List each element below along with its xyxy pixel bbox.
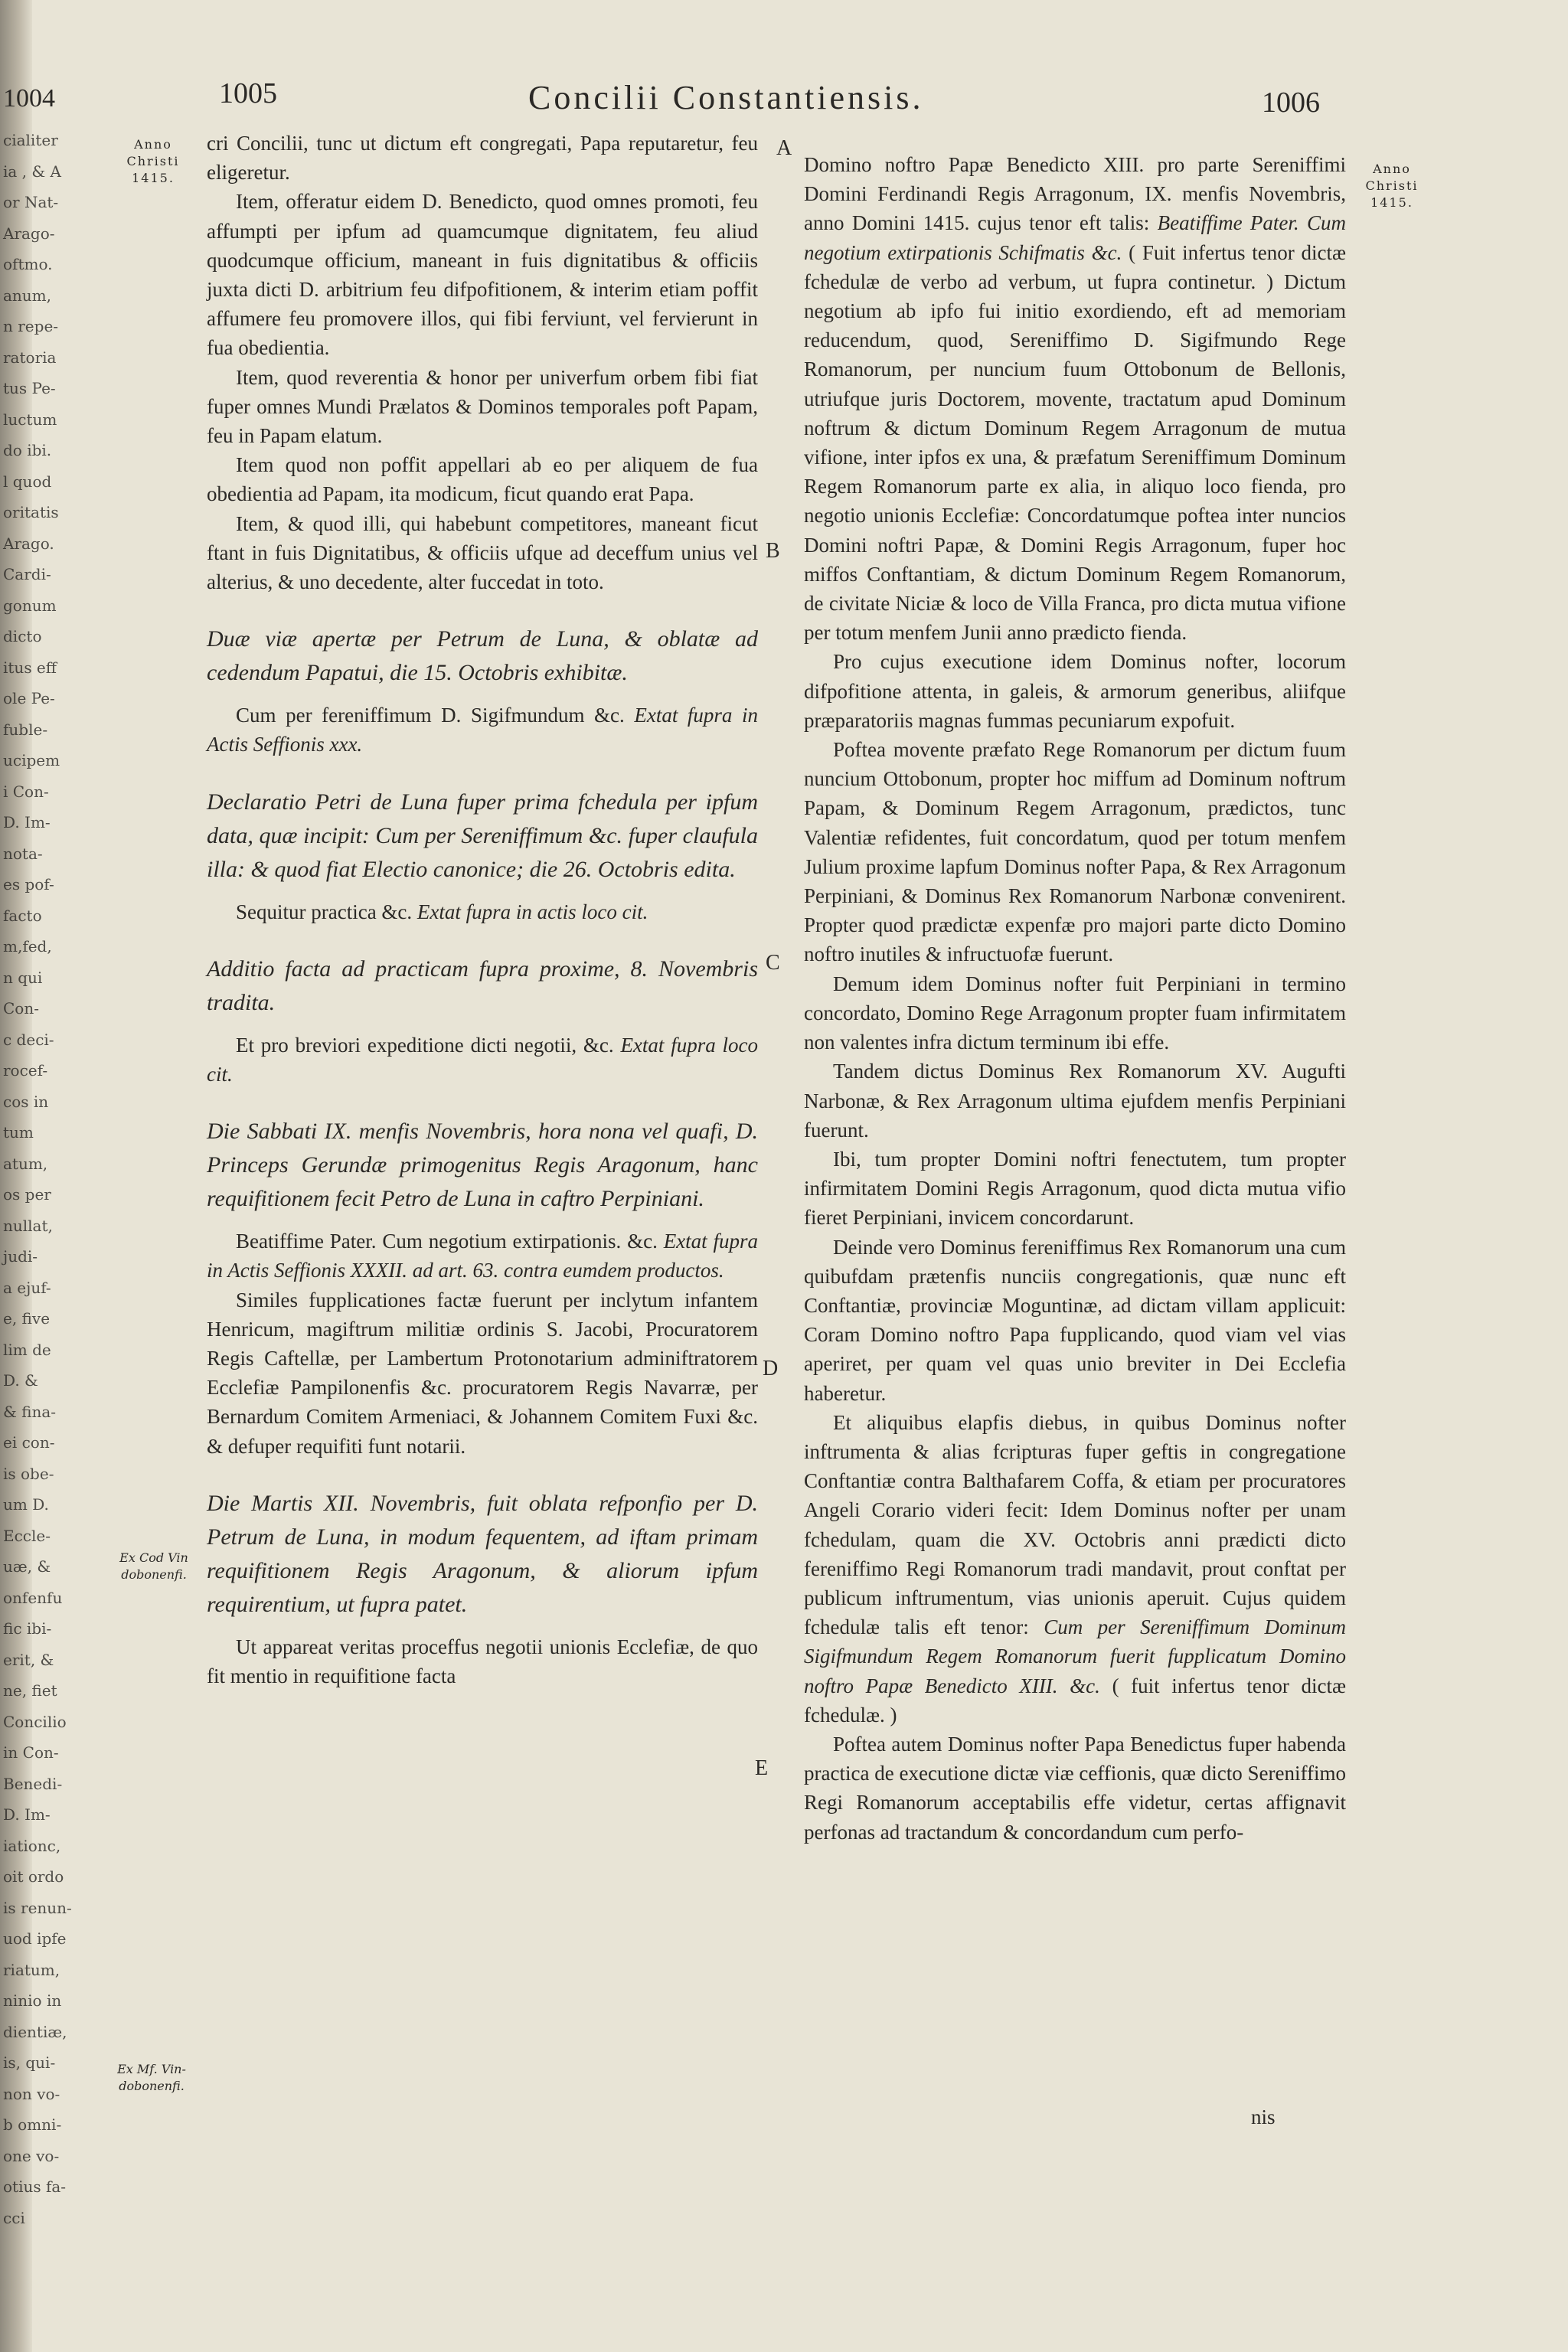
previous-page-line: gonum: [3, 596, 57, 615]
right-para-8: [804, 1408, 1346, 1730]
section-letter-a: A: [776, 136, 792, 160]
previous-page-line: nullat,: [3, 1216, 53, 1235]
previous-page-line: es pof-: [3, 875, 54, 893]
anno-christi-left: [115, 136, 191, 187]
right-para-9: Poftea autem Dominus nofter Papa Benedictus fuper habenda practica de executione dictæ viæ ceffionis, quæ dicto Sereniffimo Regi Romanorum acceptabilis effe videtur, certas affignavit perfonas ad tractandum & concordandum cum perfo-: [804, 1732, 1346, 1844]
section-letter-c: C: [766, 951, 780, 975]
left-para-3: Item, quod reverentia & honor per univerfum orbem fibi fiat fuper omnes Mundi Prælatos & Dominos temporales poft Papam, feu in Papam elatum.: [207, 365, 758, 448]
previous-page-line: Benedi-: [3, 1774, 63, 1793]
left-heading-5: Die Martis XII. Novembris, fuit oblata refponfio per D. Petrum de Luna, in modum fequentem, ad iftam primam requifitionem Regis Aragonum, & aliorum ipfum requirentium, ut fupra patet.: [207, 1490, 758, 1617]
previous-page-line: non vo-: [3, 2084, 60, 2103]
previous-page-line: ei con-: [3, 1433, 55, 1452]
previous-page-line: uæ, &: [3, 1557, 51, 1576]
previous-page-line: Arago-: [3, 224, 55, 243]
previous-page-line: fuble-: [3, 720, 48, 739]
left-para-6: [207, 701, 758, 759]
left-para-10: Similes fupplicationes factæ fuerunt per inclytum infantem Henricum, magiftrum militiæ ordinis S. Jacobi, Procuratorem Regis Caftellæ, per Lambertum Protonotarium adminiftratorem Ecclefiæ Pampilonenfis &c. procuratorem Regis Navarræ, per Bernardum Comitem Armeniaci, & Johannem Comitem Fuxi &c. & defuper requifiti funt notarii.: [207, 1288, 758, 1458]
previous-page-line: ucipem: [3, 751, 60, 769]
previous-page-line: ratoria: [3, 348, 57, 367]
previous-page-line: oftmo.: [3, 255, 53, 273]
left-page-number: 1005: [219, 77, 277, 109]
previous-page-line: is, qui-: [3, 2053, 56, 2072]
previous-page-line: rocef-: [3, 1061, 48, 1080]
note-line: Ex Mf. Vin-: [117, 2062, 186, 2076]
left-para-8-text: Et pro breviori expeditione dicti negotii, &c.: [236, 1033, 614, 1057]
left-column: [207, 129, 758, 1690]
right-para-5: Tandem dictus Dominus Rex Romanorum XV. Augufti Narbonæ, & Rex Arragonum ultima ejufdem menfis Perpiniani fuerunt.: [804, 1060, 1346, 1142]
previous-page-line: ninio in: [3, 1991, 62, 2010]
previous-page-line: in Con-: [3, 1743, 59, 1762]
left-para-2: Item, offeratur eidem D. Benedicto, quod omnes promoti, feu affumpti per ipfum ad quamcumque dignitatem, feu aliud quodcumque officium, maneant in fuis dignitatibus & officiis juxta dicti D. arbitrium feu difpofitionem, & interim etiam poffit affumere feu promovere illos, qui fibi ferviunt, vel fervierunt in fua obedientia.: [207, 190, 758, 360]
note-line: Ex Cod Vin: [119, 1550, 188, 1565]
previous-page-line: anum,: [3, 286, 52, 305]
right-para-6: Ibi, tum propter Domini noftri fenectutem, tum propter infirmitatem Domini Regis Arragonum, quod dicta mutua vifio fieret Perpiniani, invicem concordarunt.: [804, 1147, 1346, 1230]
left-para-1: cri Concilii, tunc ut dictum eft congregati, Papa reputaretur, feu eligeretur.: [207, 132, 758, 185]
left-para-9-text: Beatiffime Pater. Cum negotium extirpationis. &c.: [236, 1230, 658, 1253]
right-para-1-text: Domino noftro Papæ Benedicto XIII. pro parte Sereniffimi Domini Ferdinandi Regis Arragonum, IX. menfis Novembris, anno Domini 1415. cujus tenor eft talis:: [804, 153, 1346, 235]
note-line: dobonenfi.: [121, 1567, 187, 1582]
previous-page-line: erit, &: [3, 1650, 54, 1669]
left-para-6-ref: Extat fupra in Actis Seffionis xxx.: [207, 704, 759, 756]
right-para-4: Demum idem Dominus nofter fuit Perpiniani in termino concordato, Domino Rege Arragonum propter fuam infirmitatem non valentes infra dictum terminum ibi effe.: [804, 972, 1346, 1054]
previous-page-line: judi-: [3, 1247, 38, 1266]
previous-page-line: tus Pe-: [3, 379, 56, 397]
right-para-2: Pro cujus executione idem Dominus nofter, locorum difpofitione attenta, in galeis, & armorum generibus, aliifque præparatoriis magnas fummas pecuniarum expofuit.: [804, 650, 1346, 732]
previous-page-line: or Nat-: [3, 193, 59, 211]
previous-page-line: i Con-: [3, 782, 49, 801]
previous-page-line: ne, fiet: [3, 1681, 57, 1700]
anno-label: Anno: [134, 137, 172, 152]
previous-page-line: one vo-: [3, 2146, 60, 2165]
previous-page-line: ia , & A: [3, 162, 61, 181]
anno-label: Anno: [1373, 162, 1411, 176]
left-para-6-text: Cum per fereniffimum D. Sigifmundum &c.: [236, 704, 625, 727]
right-para-8-cont: ( fuit infertus tenor dictæ fchedulæ. ): [804, 1674, 1347, 1726]
left-heading-1: Duæ viæ apertæ per Petrum de Luna, & oblatæ ad cedendum Papatui, die 15. Octobris exhibitæ.: [207, 626, 758, 686]
left-heading-4: Die Sabbati IX. menfis Novembris, hora nona vel quafi, D. Princeps Gerundæ primogenitus Regis Aragonum, hanc requifitionem fecit Petro de Luna in caftro Perpiniani.: [207, 1119, 758, 1212]
previous-page-line: is obe-: [3, 1464, 54, 1483]
previous-page-line: cci: [3, 2208, 25, 2227]
codex-vindobonensis-note-1: [104, 1550, 204, 1583]
right-para-3: Poftea movente præfato Rege Romanorum per dictum fuum nuncium Ottobonum, propter hoc miffum ad Dominum noftrum Papam, & Dominum Regem Arragonum, prædictos, tunc Valentiæ refidentes, fuit concordatum, quod per totum menfem Julium proxime lapfum Dominus nofter Papa, & Rex Arragonum Perpiniani, & Dominus Rex Romanorum Narbonæ convenirent. Propter quod prædictæ expenfæ pro majori parte dicto Domino noftro inutiles & infructuofæ fuerunt.: [804, 738, 1346, 966]
previous-page-edge: [0, 61, 72, 2266]
previous-page-line: m,fed,: [3, 937, 52, 956]
left-para-9: [207, 1227, 758, 1285]
previous-page-line: iationc,: [3, 1836, 61, 1855]
year-label: 1415.: [132, 171, 175, 185]
previous-page-line: lim de: [3, 1340, 51, 1359]
previous-page-line: c deci-: [3, 1030, 54, 1049]
right-para-1-cont: ( Fuit infertus tenor dictæ fchedulæ de verbo ad verbum, ut fupra continetur. ) Dictum negotium ab ipfo fui initio exordiendo, eft ad memoriam reducendum, quod, Sereniffimo D. Sigifmundo Rege Romanorum, per nuncium fuum Ottobonum de Bellonis, utriufque juris Doctorem, movente, tractatum apud Dominum noftrum & dictum Dominum Regem Arragonum de mutua vifione, inter ipfos ex una, & præfatum Sereniffimum Dominum Regem Romanorum parte ex alia, in aliquo loco fienda, pro negotio unionis Ecclefiæ: Concordatumque poftea inter nuncios Domini noftri Papæ, & Domini Regis Arragonum, fuper hoc miffos Conftantiam, & dictum Dominum Regem Romanorum, de civitate Niciæ & loco de Villa Franca, pro dicta mutua vifione per totum menfem Junii anno prædicto fienda.: [804, 240, 1346, 645]
previous-page-line: D. Im-: [3, 1805, 51, 1824]
previous-page-line: oit ordo: [3, 1867, 64, 1886]
right-column: [804, 150, 1346, 1847]
previous-page-line: & fina-: [3, 1402, 57, 1421]
previous-page-line: onfenfu: [3, 1588, 63, 1607]
previous-page-line: oritatis: [3, 503, 59, 521]
right-para-1: [804, 150, 1346, 647]
previous-page-line: Eccle-: [3, 1526, 51, 1545]
right-para-8-text: Et aliquibus elapfis diebus, in quibus Dominus nofter inftrumenta & alias fcripturas fuper geftis in congregatione Conftantiæ contra Balthafarem Coffa, & etiam per procuratores Angeli Corario videri fecit: Idem Dominus nofter per unam fchedulam, quam die XV. Octobris anni prædicti dicto fereniffimo Regi Romanorum tradi mandavit, prout conftat per publicum inftrumentum, vias unionis aperuit. Cujus quidem fchedulæ talis eft tenor:: [804, 1410, 1346, 1639]
left-para-8: [207, 1031, 758, 1089]
previous-page-line: Concilio: [3, 1712, 67, 1731]
previous-page-line: Arago.: [3, 534, 54, 553]
previous-page-line: is renun-: [3, 1898, 72, 1917]
section-letter-b: B: [766, 539, 780, 563]
left-para-7-text: Sequitur practica &c.: [236, 900, 413, 923]
right-para-7: Deinde vero Dominus fereniffimus Rex Romanorum una cum quibufdam prætenfis nunciis congregationis, quæ nunc eft Conftantiæ, provinciæ Moguntinæ, ad dictam villam applicuit: Coram Domino noftro Papa fupplicando, quod viam vel vias aperiret, per quam vel quas unio breviter in Dei Ecclefia haberetur.: [804, 1235, 1346, 1405]
left-heading-2: Declaratio Petri de Luna fuper prima fchedula per ipfum data, quæ incipit: Cum per Sereniffimum &c. fuper claufula illa: & quod fiat Electio canonice; die 26. Octobris edita.: [207, 789, 758, 882]
previous-page-line: um D.: [3, 1495, 49, 1514]
previous-page-line: ole Pe-: [3, 689, 55, 707]
christi-label: Christi: [1365, 178, 1419, 193]
previous-page-line: riatum,: [3, 1960, 60, 1979]
section-letter-d: D: [763, 1357, 779, 1380]
previous-page-line: nota-: [3, 844, 43, 863]
previous-page-line: n repe-: [3, 317, 59, 335]
right-para-1-italic: Beatiffime Pater. Cum negotium extirpationis Schifmatis &c.: [804, 211, 1346, 264]
page-title: Concilii Constantiensis.: [528, 79, 924, 116]
previous-page-line: D. &: [3, 1371, 38, 1390]
previous-page-line: cialiter: [3, 131, 58, 149]
christi-label: Christi: [126, 154, 180, 168]
left-para-7-ref: Extat fupra in actis loco cit.: [416, 900, 648, 923]
previous-page-line: e, five: [3, 1309, 51, 1328]
left-para-5: Item, & quod illi, qui habebunt competitores, maneant ficut ftant in fuis Dignitatibus, & officiis ufque ad deceffum unius vel alterius, & uno decedente, alter fuccedat in toto.: [207, 511, 758, 594]
previous-page-line: dientiæ,: [3, 2022, 67, 2041]
previous-page-line: uod ipfe: [3, 1929, 67, 1948]
left-heading-3: Additio facta ad practicam fupra proxime, 8. Novembris tradita.: [207, 956, 758, 1015]
previous-page-number: 1004: [3, 84, 55, 113]
year-label: 1415.: [1370, 195, 1413, 210]
previous-page-line: n qui: [3, 968, 43, 987]
page-header: [0, 77, 1568, 130]
left-para-9-ref: Extat fupra in Actis Seffionis XXXII. ad art. 63. contra eumdem productos.: [207, 1230, 759, 1282]
previous-page-line: Con-: [3, 999, 39, 1018]
right-page-number: 1006: [1262, 87, 1320, 119]
left-para-4: Item quod non poffit appellari ab eo per aliquem de fua obedientia ad Papam, ita modicum, ficut quando erat Papa.: [207, 453, 758, 506]
left-para-8-ref: Extat fupra loco cit.: [207, 1033, 758, 1086]
right-para-8-italic: Cum per Sereniffimum Dominum Sigifmundum Regem Romanorum fuerit fupplicatum Domino noftro Papæ Benedicto XIII. &c.: [804, 1615, 1347, 1697]
previous-page-line: l quod: [3, 472, 52, 491]
previous-page-line: cos in: [3, 1092, 49, 1111]
codex-vindobonensis-note-2: [100, 2061, 204, 2095]
previous-page-line: tum: [3, 1123, 34, 1142]
catchword: nis: [1251, 2105, 1276, 2128]
previous-page-line: fic ibi-: [3, 1619, 52, 1638]
previous-page-line: itus eff: [3, 658, 57, 677]
previous-page-line: os per: [3, 1185, 51, 1204]
previous-page-line: dicto: [3, 627, 42, 645]
anno-christi-right: [1354, 161, 1430, 211]
previous-page-line: atum,: [3, 1154, 48, 1173]
previous-page-line: b omni-: [3, 2115, 62, 2134]
previous-page-line: facto: [3, 906, 42, 925]
previous-page-line: D. Im-: [3, 813, 51, 831]
previous-page-line: otius fa-: [3, 2177, 67, 2196]
left-para-11: Ut appareat veritas proceffus negotii unionis Ecclefiæ, de quo fit mentio in requifitione facta: [207, 1635, 758, 1688]
previous-page-line: Cardi-: [3, 565, 51, 583]
left-para-7: [207, 897, 758, 926]
note-line: dobonenfi.: [119, 2079, 185, 2093]
previous-page-line: a ejuf-: [3, 1278, 51, 1297]
previous-page-line: luctum: [3, 410, 57, 429]
section-letter-e: E: [755, 1756, 769, 1780]
previous-page-line: do ibi.: [3, 441, 52, 459]
